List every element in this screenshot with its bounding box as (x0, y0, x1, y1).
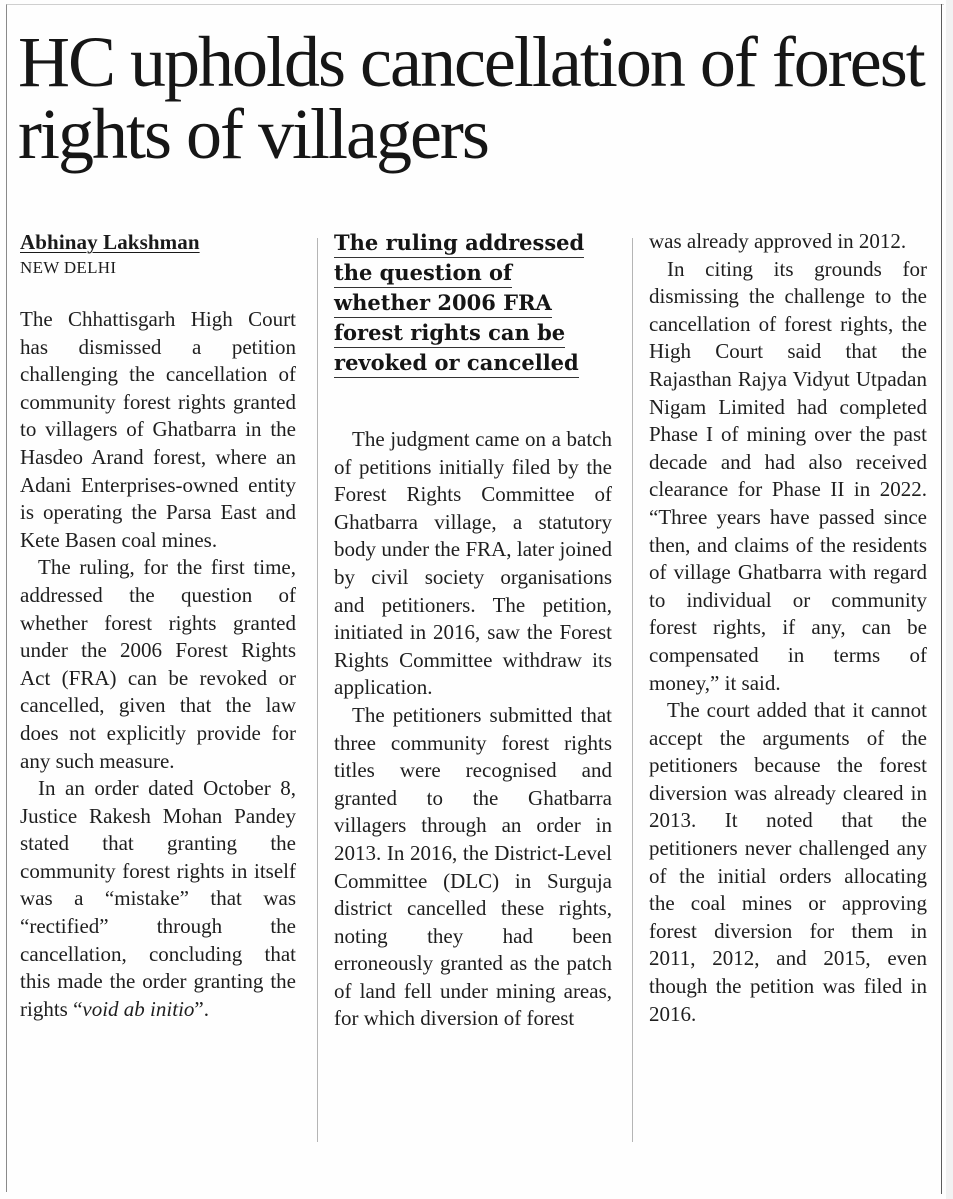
paragraph: was already approved in 2012. (649, 229, 907, 253)
paragraph-text: In an order dated October 8, Justice Rakesh Mohan Pandey stated that granting the community forest rights in itself was a “mistake” that was “rectified” through the cancellation, concluding that this made the order granting the rights “ (20, 776, 296, 1021)
paragraph (20, 775, 296, 1023)
pull-quote-text: The ruling addressed the question of whether 2006 FRA forest rights can be revoked or cancelled (334, 230, 584, 378)
paragraph: The judgment came on a batch of petitions initially filed by the Forest Rights Committee of Ghatbarra village, a statutory body under the FRA, later joined by civil society organisations and petitioners. The petition, initiated in 2016, saw the Forest Rights Committee withdraw its application. (334, 427, 612, 700)
article-column-1 (20, 228, 296, 1023)
paragraph: The petitioners submitted that three community forest rights titles were recognised and granted to the Ghatbarra villagers through an order in 2013. In 2016, the District-Level Committee (DLC) in Surguja district cancelled these rights, noting they had been erroneously granted as the patch of land fell under mining areas, for which diversion of forest (334, 702, 612, 1031)
dateline: NEW DELHI (20, 258, 117, 277)
paragraph: The court added that it cannot accept the arguments of the petitioners because the forest diversion was already cleared in 2013. It noted that the petitioners never challenged any of the initial orders allocating the coal mines or approving forest diversion for them in 2011, 2012, and 2015, even though the petition was filed in 2016. (649, 698, 927, 1026)
paragraph: The Chhattisgarh High Court has dismissed a petition challenging the cancellation of community forest rights granted to villagers of Ghatbarra in the Hasdeo Arand forest, where an Adani Enterprises-owned entity is operating the Parsa East and Kete Basen coal mines. (20, 307, 296, 552)
article-column-3 (649, 228, 927, 1028)
headline: HC upholds cancellation of forest rights of villagers (18, 22, 924, 174)
paragraph: In citing its grounds for dismissing the challenge to the cancellation of forest rights, the High Court said that the Rajasthan Rajya Vidyut Utpadan Nigam Limited had completed Phase I of mining over the past decade and had also received clearance for Phase II in 2022. “Three years have passed since then, and claims of the residents of village Ghatbarra with regard to individual or community forest rights, if any, can be compensated in terms of money,” it said. (649, 256, 927, 695)
scan-margin (946, 0, 953, 1199)
pull-quote (334, 228, 610, 378)
column-divider (632, 238, 633, 1142)
paragraph: The ruling, for the first time, addressed the question of whether forest rights granted under the 2006 Forest Rights Act (FRA) can be revoked or cancelled, given that the law does not explicitly provide for any such measure. (20, 555, 296, 773)
frame-edge-rule (941, 4, 942, 1194)
paragraph-text: ”. (194, 996, 209, 1021)
article-column-2 (334, 228, 612, 1033)
byline: Abhinay Lakshman (20, 230, 200, 254)
latin-phrase: void ab initio (82, 996, 195, 1021)
column-divider (317, 238, 318, 1142)
